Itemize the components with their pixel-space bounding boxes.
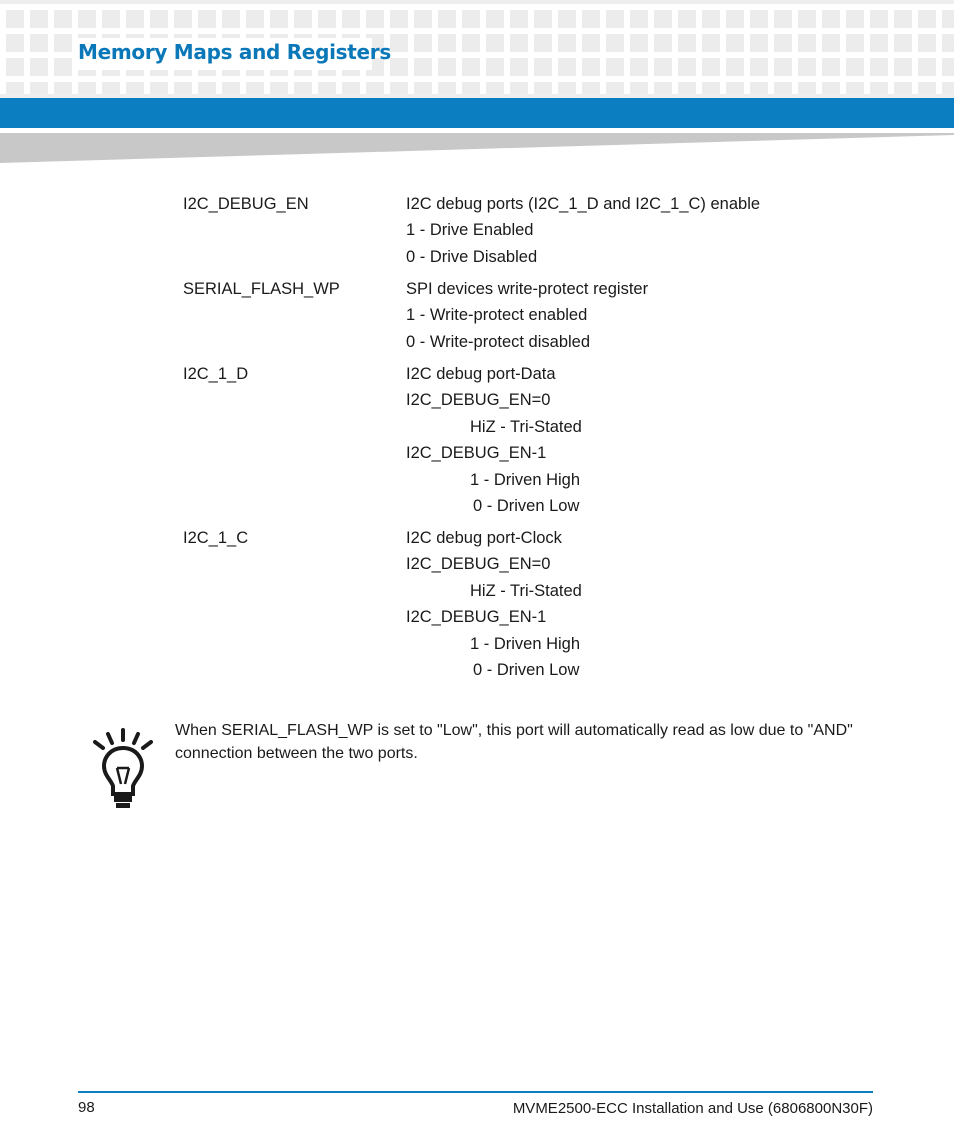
register-value: 0 - Driven Low [473,661,580,679]
register-value: 0 - Drive Disabled [406,248,538,266]
register-value: HiZ - Tri-Stated [470,582,582,600]
register-condition: I2C_DEBUG_EN=0 [406,391,551,409]
register-value: 0 - Driven Low [473,497,580,515]
register-value: 0 - Write-protect disabled [406,333,591,351]
footer-rule [78,1091,873,1093]
register-value: 1 - Write-protect enabled [406,306,588,324]
register-value: 1 - Drive Enabled [406,221,534,239]
header-blue-bar [0,98,954,128]
register-condition: I2C_DEBUG_EN-1 [406,444,547,462]
register-name: I2C_DEBUG_EN [183,195,309,213]
register-condition: I2C_DEBUG_EN=0 [406,555,551,573]
document-reference: MVME2500-ECC Installation and Use (6806800N30F) [512,1100,873,1117]
register-value: 1 - Driven High [470,471,581,489]
register-condition: I2C_DEBUG_EN-1 [406,608,547,626]
register-description: I2C debug ports (I2C_1_D and I2C_1_C) enable [406,195,761,213]
register-name: I2C_1_D [183,365,249,383]
register-value: 1 - Driven High [470,635,581,653]
register-description: I2C debug port-Clock [406,529,562,547]
header-gray-wedge [0,133,954,163]
register-description: SPI devices write-protect register [406,280,649,298]
page-title: Memory Maps and Registers [78,40,391,64]
note-text: When SERIAL_FLASH_WP is set to "Low", this port will automatically read as low due to "AND" connection between the two ports. [175,722,853,762]
page-number: 98 [78,1099,95,1116]
register-name: I2C_1_C [183,529,249,547]
register-description: I2C debug port-Data [406,365,556,383]
register-name: SERIAL_FLASH_WP [183,280,340,298]
register-value: HiZ - Tri-Stated [470,418,582,436]
lightbulb-icon [92,728,154,810]
